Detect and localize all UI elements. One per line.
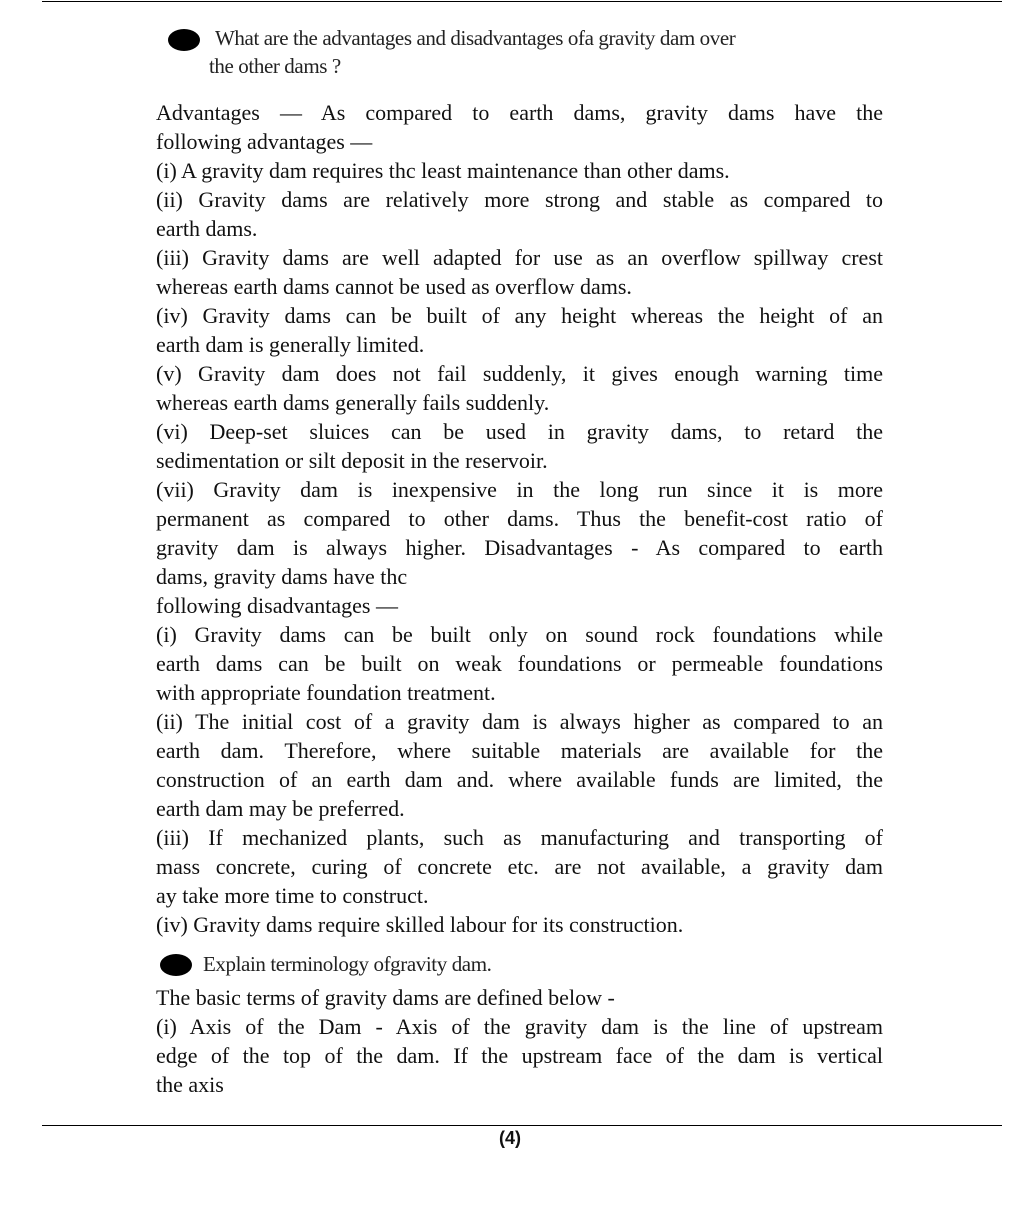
text-line: Advantages — As compared to earth dams, gravity dams have the bbox=[156, 100, 883, 125]
bullet-icon bbox=[168, 29, 200, 51]
text-line: (vi) Deep-set sluices can be used in gravity dams, to retard the bbox=[156, 419, 883, 444]
text-line: following advantages — bbox=[156, 129, 373, 154]
paragraph bbox=[156, 475, 883, 591]
paragraph bbox=[156, 707, 883, 823]
paragraph bbox=[156, 620, 883, 707]
text-line: earth dam. Therefore, where suitable materials are available for the bbox=[156, 738, 883, 763]
text-line: earth dams can be built on weak foundations or permeable foundations bbox=[156, 651, 883, 676]
paragraph bbox=[156, 156, 883, 185]
question-line: What are the advantages and disadvantages ofa gravity dam over bbox=[215, 26, 736, 50]
page-number: (4) bbox=[499, 1128, 521, 1148]
paragraph bbox=[156, 910, 883, 939]
bullet-icon bbox=[160, 954, 192, 976]
text-line: sedimentation or silt deposit in the reservoir. bbox=[156, 448, 548, 473]
text-line: (iv) Gravity dams can be built of any height whereas the height of an bbox=[156, 303, 883, 328]
paragraph bbox=[156, 1012, 883, 1099]
paragraph bbox=[156, 243, 883, 301]
text-line: (i) Axis of the Dam - Axis of the gravity dam is the line of upstream bbox=[156, 1014, 883, 1039]
paragraph bbox=[156, 591, 883, 620]
question-line: the other dams ? bbox=[209, 54, 341, 78]
text-line: earth dams. bbox=[156, 216, 258, 241]
question-heading-2 bbox=[203, 952, 492, 977]
paragraph bbox=[156, 983, 883, 1012]
text-line: (i) A gravity dam requires thc least maintenance than other dams. bbox=[156, 158, 730, 183]
text-line: (iii) If mechanized plants, such as manufacturing and transporting of bbox=[156, 825, 883, 850]
text-line: (ii) The initial cost of a gravity dam is always higher as compared to an bbox=[156, 709, 883, 734]
paragraph bbox=[156, 417, 883, 475]
text-line: earth dam is generally limited. bbox=[156, 332, 425, 357]
text-line: (v) Gravity dam does not fail suddenly, it gives enough warning time bbox=[156, 361, 883, 386]
text-line: whereas earth dams generally fails suddenly. bbox=[156, 390, 550, 415]
paragraph bbox=[156, 98, 883, 156]
header-rule bbox=[42, 1, 1002, 2]
text-line: (ii) Gravity dams are relatively more strong and stable as compared to bbox=[156, 187, 883, 212]
question-heading-1 bbox=[209, 26, 736, 79]
text-line: gravity dam is always higher. Disadvantages - As compared to earth bbox=[156, 535, 883, 560]
text-line: construction of an earth dam and. where available funds are limited, the bbox=[156, 767, 883, 792]
text-line: mass concrete, curing of concrete etc. are not available, a gravity dam bbox=[156, 854, 883, 879]
advantages-section bbox=[156, 98, 883, 939]
text-line: (iv) Gravity dams require skilled labour for its construction. bbox=[156, 912, 684, 937]
text-line: edge of the top of the dam. If the upstream face of the dam is vertical bbox=[156, 1043, 883, 1068]
text-line: (i) Gravity dams can be built only on sound rock foundations while bbox=[156, 622, 883, 647]
question-line: Explain terminology ofgravity dam. bbox=[203, 952, 492, 976]
text-line: The basic terms of gravity dams are defined below - bbox=[156, 985, 615, 1010]
text-line: the axis bbox=[156, 1072, 224, 1097]
terminology-section bbox=[156, 983, 883, 1099]
text-line: dams, gravity dams have thc bbox=[156, 564, 408, 589]
text-line: following disadvantages — bbox=[156, 593, 398, 618]
paragraph bbox=[156, 301, 883, 359]
text-line: ay take more time to construct. bbox=[156, 883, 429, 908]
text-line: (iii) Gravity dams are well adapted for use as an overflow spillway crest bbox=[156, 245, 883, 270]
text-line: with appropriate foundation treatment. bbox=[156, 680, 496, 705]
text-line: permanent as compared to other dams. Thus the benefit-cost ratio of bbox=[156, 506, 883, 531]
footer-rule bbox=[42, 1125, 1002, 1126]
text-line: whereas earth dams cannot be used as overflow dams. bbox=[156, 274, 632, 299]
paragraph bbox=[156, 185, 883, 243]
text-line: earth dam may be preferred. bbox=[156, 796, 405, 821]
text-line: (vii) Gravity dam is inexpensive in the long run since it is more bbox=[156, 477, 883, 502]
paragraph bbox=[156, 823, 883, 910]
paragraph bbox=[156, 359, 883, 417]
